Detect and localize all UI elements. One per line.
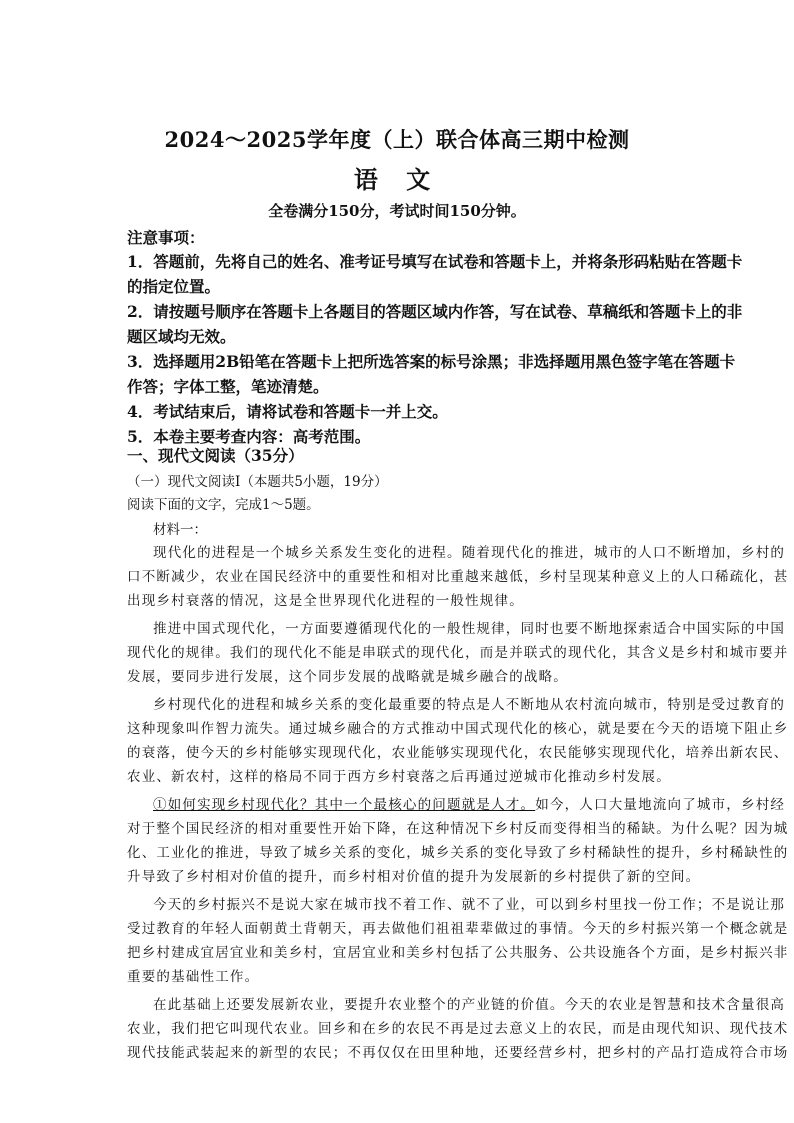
subsection-heading: （一）现代文阅读Ⅰ（本题共5小题，19分） (127, 474, 388, 490)
notice-line: 2．请按题号顺序在答题卡上各题目的答题区域内作答，写在试卷、草稿纸和答题卡上的非 (127, 302, 743, 321)
paragraph-line: 化、工业化的推进，导致了城乡关系的变化，城乡关系的变化导致了乡村稀缺性的提升，乡村稀缺性的 (127, 845, 789, 861)
notice-line: 3．选择题用2B铅笔在答题卡上把所选答案的标号涂黑；非选择题用黑色签字笔在答题卡 (127, 352, 736, 371)
paragraph-line: 现代化的进程是一个城乡关系发生变化的进程。随着现代化的推进，城市的人口不断增加，乡村的 (153, 545, 786, 561)
paragraph-line: 把乡村建成宜居宜业和美乡村，宜居宜业和美乡村包括了公共服务、公共设施各个方面，是乡村振兴非 (127, 945, 789, 961)
paragraph-line: 对于整个国民经济的相对重要性开始下降，在这种情况下乡村反而变得相当的稀缺。为什么呢？因为城 (127, 821, 789, 837)
paragraph-line: 今天的乡村振兴不是说大家在城市找不着工作、就不了业，可以到乡村里找一份工作；不是说让那 (153, 897, 786, 913)
paragraph-line: 农业、新农村，这样的格局不同于西方乡村衰落之后再通过逆城市化推动乡村发展。 (127, 769, 671, 785)
notice-list (127, 249, 767, 449)
paragraph-line: 受过教育的年轻人面朝黄土背朝天，再去做他们祖祖辈辈做过的事情。今天的乡村振兴第一个概念就是 (127, 921, 789, 937)
paragraph-line: 口不断减少，农业在国民经济中的重要性和相对比重越来越低，乡村呈现某种意义上的人口稀疏化，甚 (127, 569, 789, 585)
notice-line: 作答；字体工整，笔迹清楚。 (127, 377, 329, 396)
paragraph-text: 如今，人口大量地流向了城市，乡村经 (535, 797, 786, 813)
notice-line: 题区域均无效。 (127, 327, 236, 346)
paragraph-line: 现代技能武装起来的新型的农民；不再仅仅在田里种地，还要经营乡村，把乡村的产品打造成符合市场 (127, 1045, 789, 1061)
paragraph-line: 现代化的规律。我们的现代化不能是串联式的现代化，而是并联式的现代化，其含义是乡村和城市要并 (127, 645, 789, 661)
paragraph-line: 的衰落，使今天的乡村能够实现现代化，农业能够实现现代化，农民能够实现现代化，培养出新农民、 (127, 745, 789, 761)
paragraph-line: 在此基础上还要发展新农业，要提升农业整个的产业链的价值。今天的农业是智慧和技术含量很高 (153, 997, 786, 1013)
notice-line: 4．考试结束后，请将试卷和答题卡一并上交。 (127, 402, 448, 421)
material-label: 材料一： (153, 522, 207, 538)
material-body (127, 541, 789, 1065)
notice-line: 1．答题前，先将自己的姓名、准考证号填写在试卷和答题卡上，并将条形码粘贴在答题卡 (127, 252, 743, 271)
paragraph-line (127, 793, 786, 817)
paragraph-line: 这种现象叫作智力流失。通过城乡融合的方式推动中国式现代化的核心，就是要在今天的语境下阻止乡 (127, 721, 789, 737)
paragraph-line: 出现乡村衰落的情况，这是全世界现代化进程的一般性规律。 (127, 593, 524, 609)
score-line: 全卷满分150分，考试时间150分钟。 (268, 202, 526, 220)
paragraph-line: 发展，要同步进行发展，这个同步发展的战略就是城乡融合的战略。 (127, 669, 568, 685)
paragraph-line: 推进中国式现代化，一方面要遵循现代化的一般性规律，同时也要不断地探索适合中国实际的中国 (153, 621, 786, 637)
notice-heading: 注意事项： (127, 228, 205, 247)
subject-title: 语 文 (353, 165, 441, 194)
paragraph-line: 乡村现代化的进程和城乡关系的变化最重要的特点是人不断地从农村流向城市，特别是受过教育的 (153, 697, 786, 713)
paragraph-line: 升导致了乡村相对价值的提升，而乡村相对价值的提升为发展新的乡村提供了新的空间。 (127, 869, 701, 885)
notice-line: 的指定位置。 (127, 277, 221, 296)
section-heading: 一、现代文阅读（35分） (127, 446, 304, 465)
reading-instruction: 阅读下面的文字，完成1～5题。 (127, 497, 320, 513)
paragraph-line: 重要的基础性工作。 (127, 969, 260, 985)
underlined-sentence: ①如何实现乡村现代化？其中一个最核心的问题就是人才。 (153, 797, 536, 813)
paragraph-line: 农业，我们把它叫现代农业。回乡和在乡的农民不再是过去意义上的农民，而是由现代知识、现代技术 (127, 1021, 789, 1037)
notice-line: 5．本卷主要考查内容：高考范围。 (127, 427, 371, 446)
exam-title: 2024～2025学年度（上）联合体高三期中检测 (164, 127, 630, 152)
